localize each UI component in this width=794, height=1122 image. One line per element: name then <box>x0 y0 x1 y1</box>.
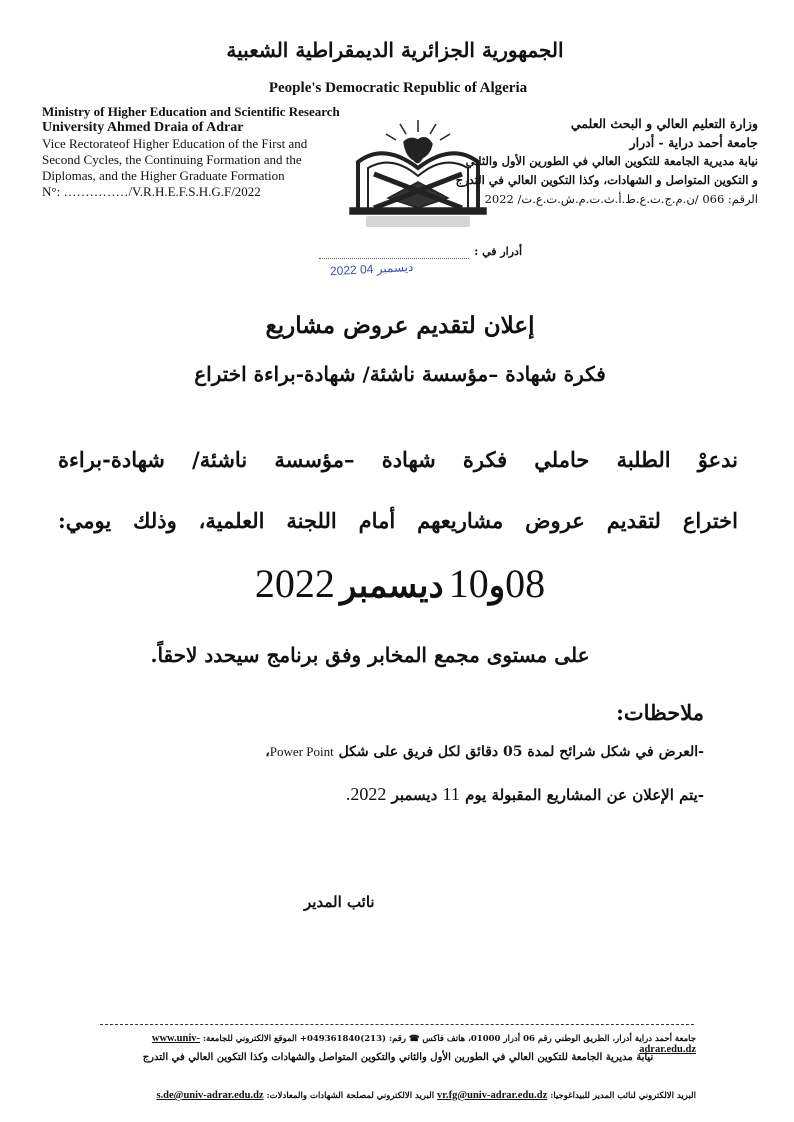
footer-divider <box>100 1024 694 1025</box>
vice-rectorate-line1-ar: نيابة مديرية الجامعة للتكوين العالي في الطورين الأول والثاني <box>465 154 758 168</box>
date-and: و <box>488 566 506 606</box>
footer-email-link-2[interactable]: s.de@univ-adrar.edu.dz <box>156 1090 264 1101</box>
place-label: أدرار في : <box>474 245 522 258</box>
announcement-title: إعلان لتقديم عروض مشاريع <box>265 312 535 339</box>
date-stamp: 2022 ديسمبر 04 <box>329 259 414 279</box>
footer-email-label-2: البريد الالكتروني لمصلحة الشهادات والمعادلات: <box>266 1091 435 1101</box>
republic-title-ar: الجمهورية الجزائرية الديمقراطية الشعبية <box>226 38 564 62</box>
reference-number-en: N°: ……………/V.R.H.E.F.S.H.G.F/2022 <box>42 184 261 199</box>
notes-title: ملاحظات: <box>616 700 704 725</box>
body-line-1: ندعوْ الطلبة حاملي فكرة شهادة –مؤسسة ناشئة/ شهادة-براءة <box>58 447 738 472</box>
note-2-day: 11 <box>442 784 460 804</box>
footer-email-label-1: البريد الالكتروني لنائب المدير للبيداغوجيا: <box>550 1091 696 1101</box>
note-2 <box>64 784 704 805</box>
date-day-1: 08 <box>505 561 546 606</box>
header-right-block <box>448 114 758 209</box>
footer-address: جامعة أحمد دراية أدرار، الطريق الوطني رقم 06 أدرار 01000، هاتف فاكس ☎ رقم: (213)049361840+ الموقع الالكتروني للجامعة: <box>202 1034 696 1044</box>
event-dates <box>180 560 620 607</box>
sun-rays-icon <box>386 120 450 140</box>
footer-vice-rectorate: نيابة مديرية الجامعة للتكوين العالي في الطورين الأول والثاني والتكوين المتواصل والشهادات وكذا التكوين العالي في التدرج <box>142 1052 654 1063</box>
note-1 <box>64 744 704 760</box>
body-line-2: اختراع لتقديم عروض مشاريعهم أمام اللجنة العلمية، وذلك يومي: <box>58 508 738 533</box>
africa-map-icon <box>404 138 432 163</box>
signature-title: نائب المدير <box>304 893 375 911</box>
university-ar: جامعة أحمد دراية - أدرار <box>629 135 758 150</box>
footer-email-row <box>100 1090 696 1101</box>
note-2-text: -يتم الإعلان عن المشاريع المقبولة يوم <box>465 786 704 804</box>
date-dotted-line <box>319 246 469 259</box>
announcement-subtitle: فكرة شهادة –مؤسسة ناشئة/ شهادة-براءة اختراع <box>194 362 606 386</box>
date-month: ديسمبر <box>339 566 444 606</box>
vice-rectorate-line1-en: Vice Rectorateof Higher Education of the First and <box>42 136 308 151</box>
vice-rectorate-line2-en: Second Cycles, the Continuing Formation and the <box>42 152 302 167</box>
place-date-line <box>300 240 522 259</box>
reference-number-ar: الرقم: 066 /ن.م.ج.ت.ع.ط.أ.ث.ت.م.ش.ت.ع.ت/ 2022 <box>484 192 758 206</box>
footer-email-link-1[interactable]: vr.fg@univ-adrar.edu.dz <box>437 1090 548 1101</box>
footer-website-link[interactable]: www.univ-adrar.edu.dz <box>151 1033 696 1055</box>
university-en: University Ahmed Draia of Adrar <box>42 120 244 135</box>
note-2-year: 2022. <box>345 784 387 804</box>
date-year: 2022 <box>254 561 335 606</box>
republic-title-en: People's Democratic Republic of Algeria <box>268 80 528 96</box>
note-1-powerpoint: Power Point <box>269 744 334 759</box>
note-1-text: -العرض في شكل شرائح لمدة 05 دقائق لكل فريق على شكل <box>338 744 704 760</box>
note-1-end: ، <box>265 744 270 760</box>
note-2-month: ديسمبر <box>391 786 438 804</box>
ministry-ar: وزارة التعليم العالي و البحث العلمي <box>570 116 758 131</box>
ministry-en: Ministry of Higher Education and Scientific Research <box>42 104 340 119</box>
date-day-2: 10 <box>448 561 489 606</box>
body-line-3: على مستوى مجمع المخابر وفق برنامج سيحدد لاحقاً. <box>150 643 590 667</box>
vice-rectorate-line2-ar: و التكوين المتواصل و الشهادات، وكذا التكوين العالي في التدرج <box>455 173 758 187</box>
book-icon <box>388 182 448 208</box>
header-left-block <box>42 104 372 200</box>
vice-rectorate-line3-en: Diplomas, and the Higher Graduate Formation <box>42 168 285 183</box>
